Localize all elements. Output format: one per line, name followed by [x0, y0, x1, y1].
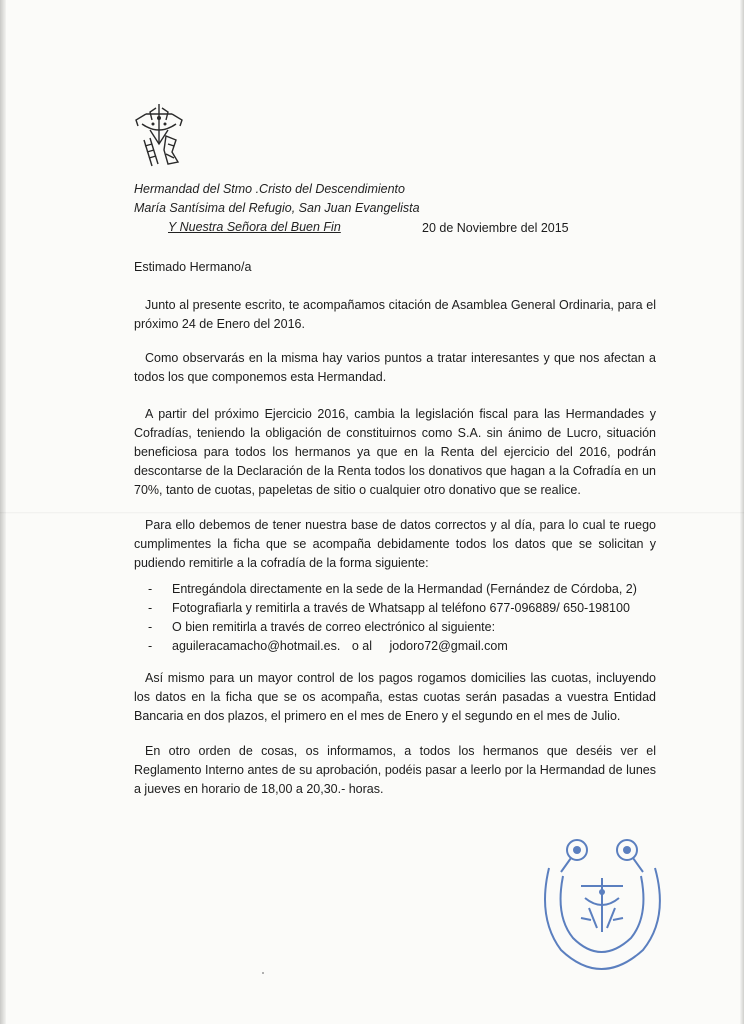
list-item	[148, 637, 668, 656]
paragraph-assembly: Junto al presente escrito, te acompañamos citación de Asamblea General Ordinaria, para el próximo 24 de Enero del 2016.	[134, 298, 656, 331]
list-item-text: Entregándola directamente en la sede de la Hermandad (Fernández de Córdoba, 2)	[172, 582, 637, 596]
submission-methods-list	[148, 580, 668, 656]
list-bullet: -	[148, 601, 153, 615]
greeting: Estimado Hermano/a	[134, 260, 252, 274]
official-stamp-icon	[531, 828, 673, 980]
list-bullet: -	[148, 620, 153, 634]
paragraph-tax: A partir del próximo Ejercicio 2016, cambia la legislación fiscal para las Hermandades y Cofradías, teniendo la obligación de constituirnos como S.A. sin ánimo de Lucro, situación beneficiosa para todos los hermanos ya que en la Renta del ejercicio del 2016, podrán descontarse de la Declaración de la Renta todos los donativos que hagan a la Cofradía en un 70%, tanto de cuotas, papeletas de sitio o cualquier otro donativo que se realice.	[134, 407, 656, 497]
letterhead	[134, 180, 454, 237]
list-bullet: -	[148, 582, 153, 596]
email-primary: aguileracamacho@hotmail.es.	[172, 639, 341, 653]
scan-speck	[262, 972, 264, 974]
email-separator: o al	[351, 639, 372, 653]
list-item	[148, 580, 668, 599]
paragraph-regulations: En otro orden de cosas, os informamos, a todos los hermanos que deséis ver el Reglamento Interno antes de su aprobación, podéis pasar a leerlo por la Hermandad de lunes a jueves en horario de 18,00 a 20,30.- horas.	[134, 744, 656, 796]
letter-date: 20 de Noviembre del 2015	[422, 221, 569, 235]
list-item-text: Fotografiarla y remitirla a través de Whatsapp al teléfono 677-096889/ 650-198100	[172, 601, 630, 615]
list-bullet: -	[148, 639, 153, 653]
letterhead-line-3: Y Nuestra Señora del Buen Fin	[168, 220, 341, 234]
list-item	[148, 599, 668, 618]
list-item-text: O bien remitirla a través de correo electrónico al siguiente:	[172, 620, 496, 634]
list-item	[148, 618, 668, 637]
letterhead-line-2: María Santísima del Refugio, San Juan Evangelista	[134, 201, 420, 215]
paragraph-agenda: Como observarás en la misma hay varios puntos a tratar interesantes y que nos afectan a todos los que componemos esta Hermandad.	[134, 351, 656, 384]
brotherhood-emblem-icon	[128, 100, 190, 170]
letterhead-line-1: Hermandad del Stmo .Cristo del Descendimiento	[134, 182, 405, 196]
paragraph-payments: Así mismo para un mayor control de los pagos rogamos domicilies las cuotas, incluyendo los datos en la ficha que se os acompaña, estas cuotas serán pasadas a vuestra Entidad Bancaria en dos plazos, el primero en el mes de Enero y el segundo en el mes de Julio.	[134, 671, 656, 723]
paragraph-database: Para ello debemos de tener nuestra base de datos correctos y al día, para lo cual te ruego cumplimentes la ficha que se acompaña debidamente todos los datos que se solicitan y pudiendo remitirle a la cofradía de la forma siguiente:	[134, 518, 656, 570]
paper-fold	[0, 512, 744, 514]
email-secondary: jodoro72@gmail.com	[389, 639, 508, 653]
